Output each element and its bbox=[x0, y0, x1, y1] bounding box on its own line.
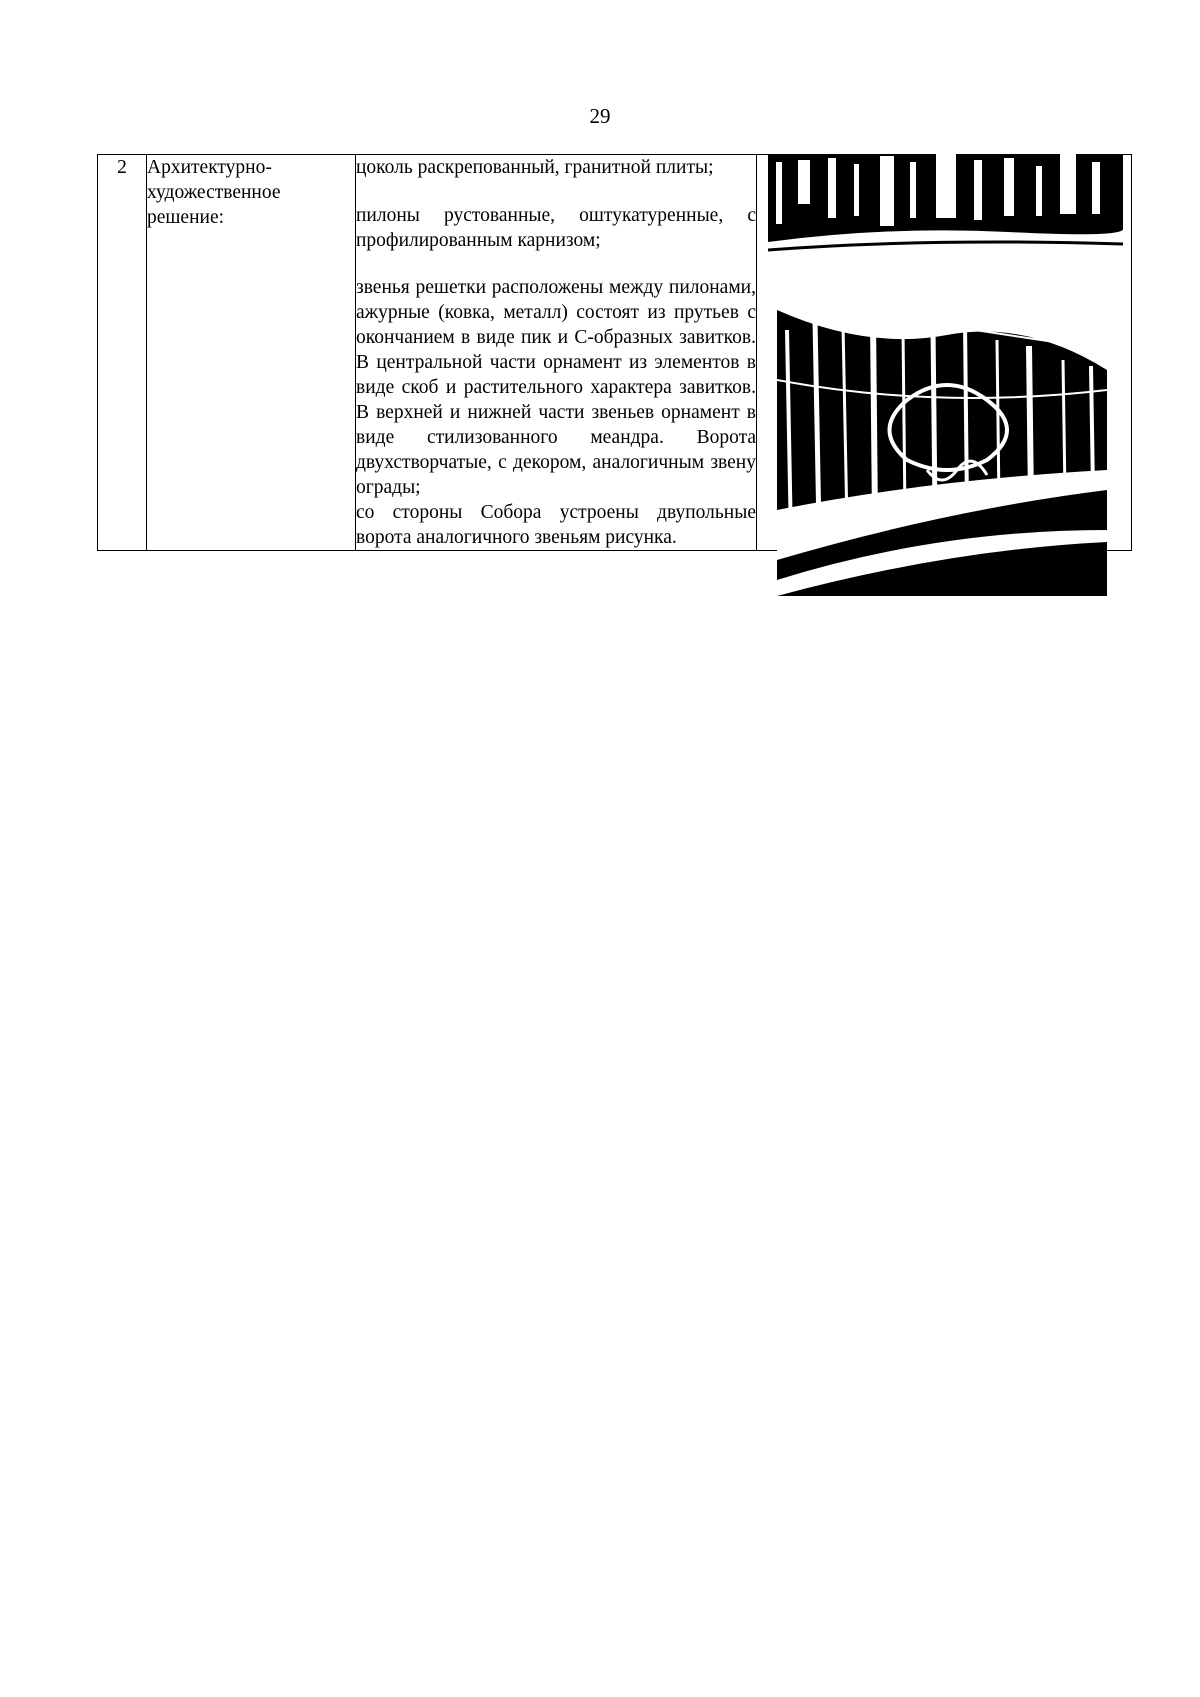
description-pylons: пилоны рустованные, оштукатуренные, с профилированным карнизом; bbox=[356, 205, 756, 251]
row-title-cell bbox=[147, 155, 356, 551]
description-fence-links: звенья решетки расположены между пилонами, ажурные (ковка, металл) состоят из прутьев с окончанием в виде пик и С-образных завитков. В центральной части орнамент из элементов в виде скоб и растительного характера завитков. В верхней и нижней части звеньев орнамент в виде стилизованного меандра. Ворота двухстворчатые, с декором, аналогичным звену ограды; bbox=[356, 277, 756, 498]
object-description-table bbox=[97, 154, 1132, 551]
description-cathedral-gates: со стороны Собора устроены двупольные ворота аналогичного звеньям рисунка. bbox=[356, 502, 756, 548]
row-title-line: художественное bbox=[147, 182, 281, 203]
fence-photo-top bbox=[768, 154, 1123, 255]
fence-photo-main bbox=[777, 280, 1107, 596]
row-title-line: Архитектурно- bbox=[147, 157, 272, 178]
page-number: 29 bbox=[589, 104, 611, 128]
description-plinth: цоколь раскрепованный, гранитной плиты; bbox=[356, 157, 714, 178]
row-photo-cell bbox=[757, 155, 1132, 551]
table-row bbox=[98, 155, 1132, 551]
row-description-cell bbox=[356, 155, 757, 551]
row-number-cell: 2 bbox=[98, 155, 147, 551]
row-title-line: решение: bbox=[147, 207, 225, 228]
